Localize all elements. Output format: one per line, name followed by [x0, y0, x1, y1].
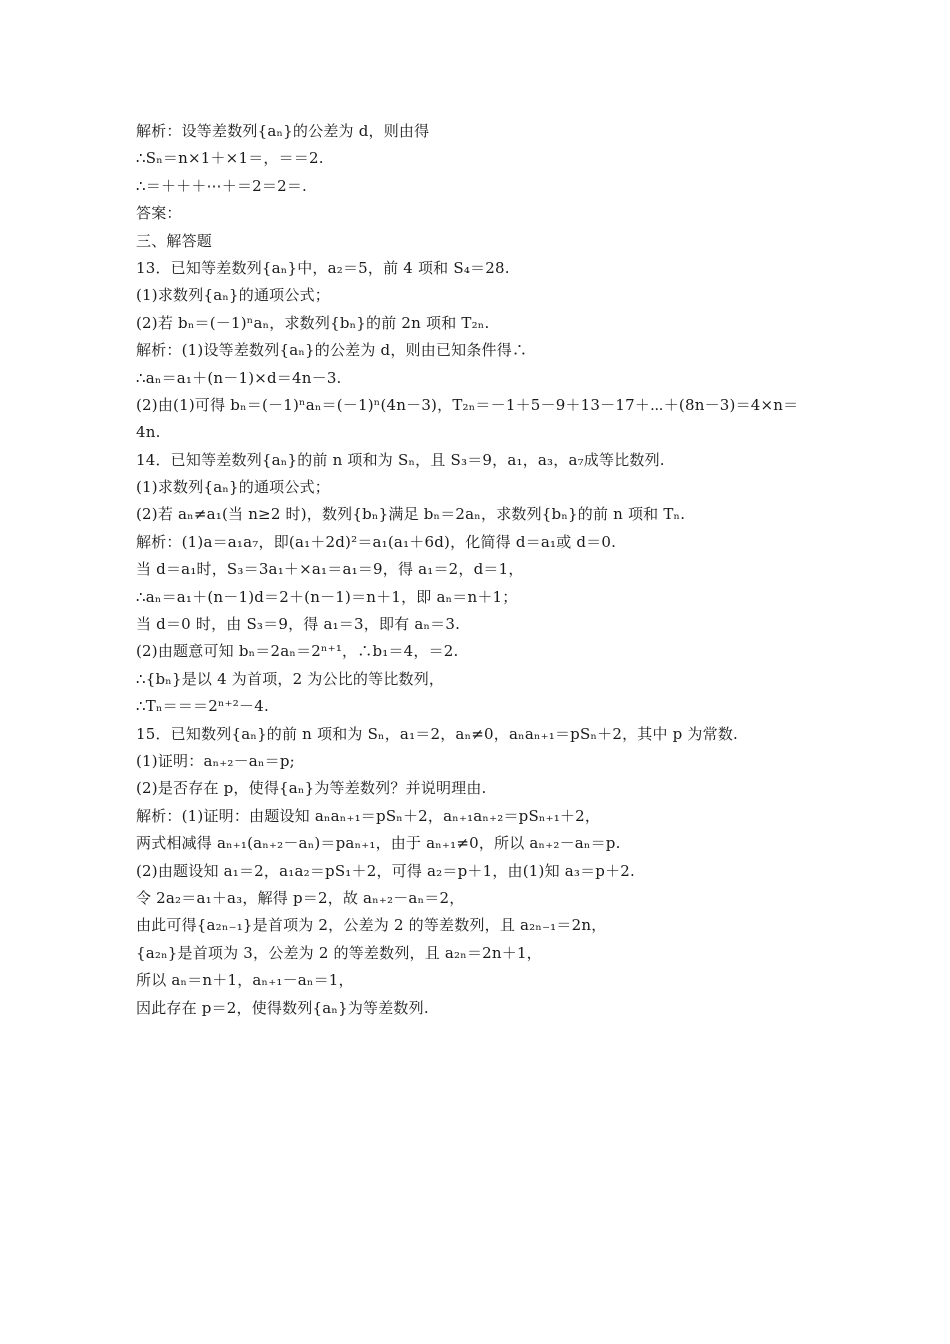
document-body [136, 118, 856, 1022]
text-line: 当 d＝0 时，由 S₃＝9，得 a₁＝3，即有 aₙ＝3. [136, 615, 461, 634]
text-line: 解析：设等差数列{aₙ}的公差为 d，则由得 [136, 122, 430, 140]
section-heading: 三、解答题 [136, 231, 213, 250]
text-line: 令 2a₂＝a₁＋a₃，解得 p＝2，故 aₙ₊₂－aₙ＝2， [136, 888, 465, 907]
text-line: (2)若 aₙ≠a₁(当 n≥2 时)，数列{bₙ}满足 bₙ＝2aₙ，求数列{bₙ}的前 n 项和 Tₙ. [136, 505, 686, 524]
question-14: 14．已知等差数列{aₙ}的前 n 项和为 Sₙ，且 S₃＝9，a₁，a₃，a₇成等比数列. [136, 450, 665, 469]
text-line: ∴Sₙ＝n×1＋×1＝，＝＝2. [136, 149, 324, 168]
text-line: (2)由(1)可得 bₙ＝(－1)ⁿaₙ＝(－1)ⁿ(4n－3)，T₂ₙ＝－1＋5－9＋13－17＋⋯＋(8n－3)＝4×n＝ [136, 395, 799, 414]
text-line: 4n. [136, 423, 161, 442]
text-line: ∴{bₙ}是以 4 为首项，2 为公比的等比数列， [136, 669, 445, 688]
text-line: ∴aₙ＝a₁＋(n－1)d＝2＋(n－1)＝n＋1，即 aₙ＝n＋1； [136, 587, 518, 606]
text-line: 解析：(1)a＝a₁a₇，即(a₁＋2d)²＝a₁(a₁＋6d)，化简得 d＝a₁或 d＝0. [136, 532, 617, 551]
text-line: (2)若 bₙ＝(－1)ⁿaₙ，求数列{bₙ}的前 2n 项和 T₂ₙ. [136, 313, 490, 332]
text-line: (1)证明：aₙ₊₂－aₙ＝p; [136, 751, 295, 770]
text-line: (1)求数列{aₙ}的通项公式； [136, 478, 330, 497]
text-line: (2)是否存在 p，使得{aₙ}为等差数列？并说明理由. [136, 779, 487, 798]
text-line: ∴aₙ＝a₁＋(n－1)×d＝4n－3. [136, 368, 342, 387]
text-line: 答案： [136, 204, 182, 223]
text-line: 因此存在 p＝2，使得数列{aₙ}为等差数列. [136, 998, 429, 1017]
text-line: {a₂ₙ}是首项为 3，公差为 2 的等差数列，且 a₂ₙ＝2n＋1， [136, 943, 542, 962]
text-line: ∴Tₙ＝＝＝2ⁿ⁺²－4. [136, 697, 269, 716]
text-line: (2)由题设知 a₁＝2，a₁a₂＝pS₁＋2，可得 a₂＝p＋1，由(1)知 a₃＝p＋2. [136, 861, 636, 880]
text-line: 解析：(1)设等差数列{aₙ}的公差为 d，则由已知条件得∴ [136, 341, 528, 360]
text-line: 当 d＝a₁时，S₃＝3a₁＋×a₁＝a₁＝9，得 a₁＝2，d＝1， [136, 560, 524, 579]
text-line: 解析：(1)证明：由题设知 aₙaₙ₊₁＝pSₙ＋2，aₙ₊₁aₙ₊₂＝pSₙ₊₁＋2， [136, 806, 601, 825]
question-15: 15．已知数列{aₙ}的前 n 项和为 Sₙ，a₁＝2，aₙ≠0，aₙaₙ₊₁＝pSₙ＋2，其中 p 为常数. [136, 724, 738, 743]
text-line: 两式相减得 aₙ₊₁(aₙ₊₂－aₙ)＝paₙ₊₁，由于 aₙ₊₁≠0，所以 aₙ₊₂－aₙ＝p. [136, 834, 621, 853]
text-line: (2)由题意可知 bₙ＝2aₙ＝2ⁿ⁺¹，∴b₁＝4，＝2. [136, 642, 459, 661]
text-line: ∴＝＋＋＋⋯＋＝2＝2＝. [136, 176, 307, 195]
text-line: 所以 aₙ＝n＋1，aₙ₊₁－aₙ＝1， [136, 971, 354, 990]
text-line: (1)求数列{aₙ}的通项公式； [136, 286, 330, 305]
question-13: 13．已知等差数列{aₙ}中，a₂＝5，前 4 项和 S₄＝28. [136, 258, 510, 277]
text-line: 由此可得{a₂ₙ₋₁}是首项为 2，公差为 2 的等差数列，且 a₂ₙ₋₁＝2n， [136, 916, 607, 935]
